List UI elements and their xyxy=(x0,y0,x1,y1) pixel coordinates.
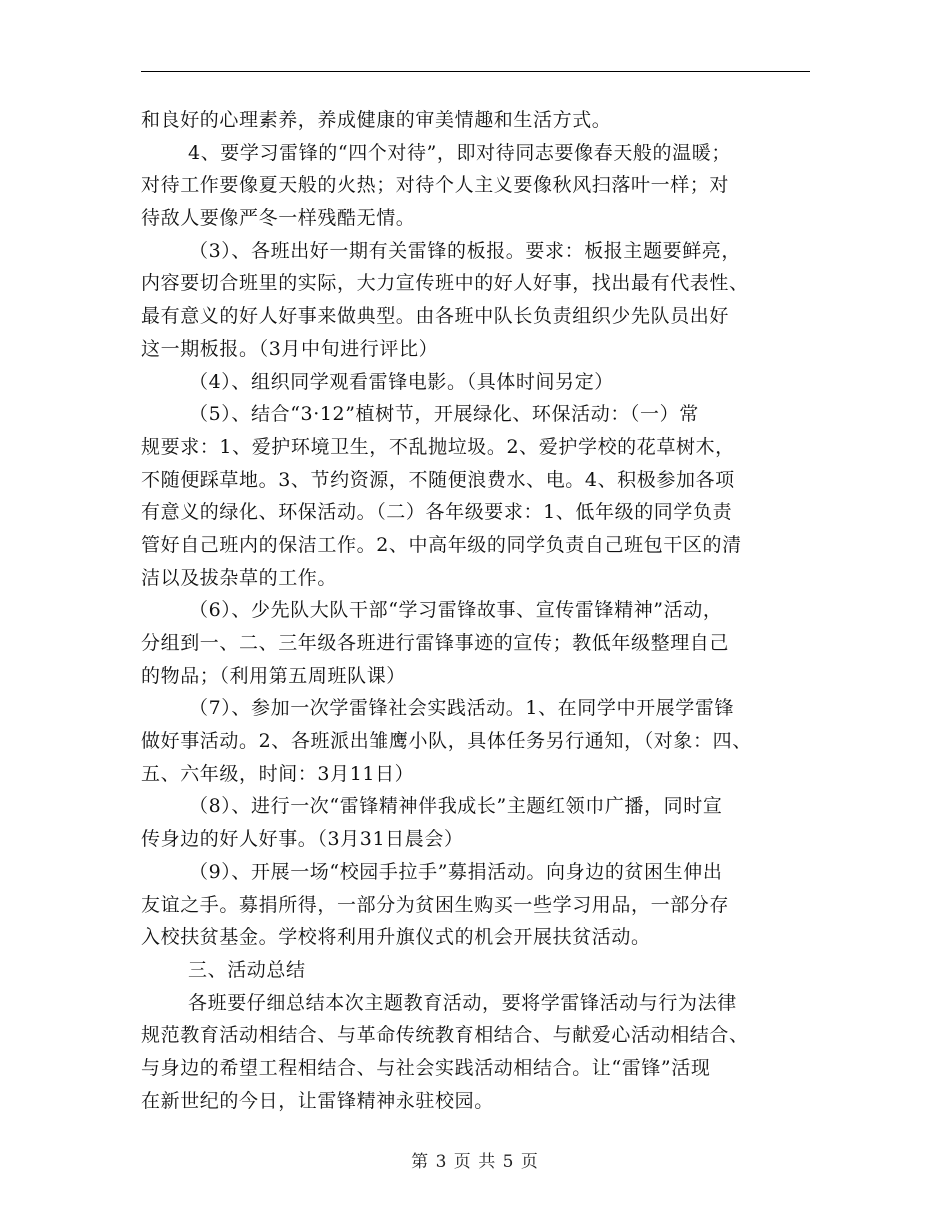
text-line: 和良好的心理素养，养成健康的审美情趣和生活方式。 xyxy=(141,109,612,131)
text-line: （7）、参加一次学雷锋社会实践活动。1、在同学中开展学雷锋 xyxy=(189,697,735,720)
text-line: 内容要切合班里的实际，大力宣传班中的好人好事，找出最有代表性、 xyxy=(141,272,749,295)
text-line: 与身边的希望工程相结合、与社会实践活动相结合。让“雷锋”活现 xyxy=(141,1056,711,1079)
text-line: 各班要仔细总结本次主题教育活动，要将学雷锋活动与行为法律 xyxy=(188,991,737,1014)
text-line: 有意义的绿化、环保活动。（二）各年级要求：1、低年级的同学负责 xyxy=(141,501,733,524)
text-line: 规要求：1、爱护环境卫生，不乱抛垃圾。2、爱护学校的花草树木， xyxy=(141,435,735,458)
text-line: （5）、结合“3·12”植树节，开展绿化、环保活动：（一）常 xyxy=(189,403,699,426)
body-text xyxy=(141,104,813,1117)
page-number-footer: 第 3 页 共 5 页 xyxy=(411,1152,539,1172)
text-line: （4）、组织同学观看雷锋电影。（具体时间另定） xyxy=(189,370,614,393)
text-line: 五、六年级，时间：3月11日） xyxy=(141,762,415,785)
text-line: 的物品；（利用第五周班队课） xyxy=(141,664,406,687)
text-line: 这一期板报。（3月中旬进行评比） xyxy=(141,337,439,360)
text-line: 入校扶贫基金。学校将利用升旗仪式的机会开展扶贫活动。 xyxy=(141,926,651,949)
text-line: 传身边的好人好事。（3月31日晨会） xyxy=(141,828,464,851)
text-line: （3）、各班出好一期有关雷锋的板报。要求：板报主题要鲜亮， xyxy=(189,239,741,262)
text-line: 不随便踩草地。3、节约资源，不随便浪费水、电。4、积极参加各项 xyxy=(141,468,735,491)
text-line: 对待工作要像夏天般的火热；对待个人主义要像秋风扫落叶一样；对 xyxy=(141,174,730,197)
section-heading: 三、活动总结 xyxy=(188,958,306,981)
header-rule xyxy=(141,71,810,72)
text-line: （6）、少先队大队干部“学习雷锋故事、宣传雷锋精神”活动， xyxy=(189,599,723,622)
text-line: 管好自己班内的保洁工作。2、中高年级的同学负责自己班包干区的清 xyxy=(141,533,742,556)
text-line: 规范教育活动相结合、与革命传统教育相结合、与献爱心活动相结合、 xyxy=(141,1024,749,1047)
text-line: 待敌人要像严冬一样残酷无情。 xyxy=(141,207,416,230)
text-line: （8）、进行一次“雷锋精神伴我成长”主题红领巾广播，同时宣 xyxy=(189,795,723,818)
text-line: 洁以及拔杂草的工作。 xyxy=(141,566,338,589)
text-line: 在新世纪的今日，让雷锋精神永驻校园。 xyxy=(141,1089,494,1112)
text-line: 分组到一、二、三年级各班进行雷锋事迹的宣传；教低年级整理自己 xyxy=(141,632,730,654)
text-line: 友谊之手。募捐所得，一部分为贫困生购买一些学习用品，一部分存 xyxy=(141,893,730,916)
text-line: （9）、开展一场“校园手拉手”募捐活动。向身边的贫困生伸出 xyxy=(189,860,723,883)
text-line: 做好事活动。2、各班派出雏鹰小队，具体任务另行通知，（对象：四、 xyxy=(141,730,752,753)
text-line: 最有意义的好人好事来做典型。由各班中队长负责组织少先队员出好 xyxy=(141,305,730,328)
text-line: 4、要学习雷锋的“四个对待”，即对待同志要像春天般的温暖； xyxy=(188,141,731,164)
